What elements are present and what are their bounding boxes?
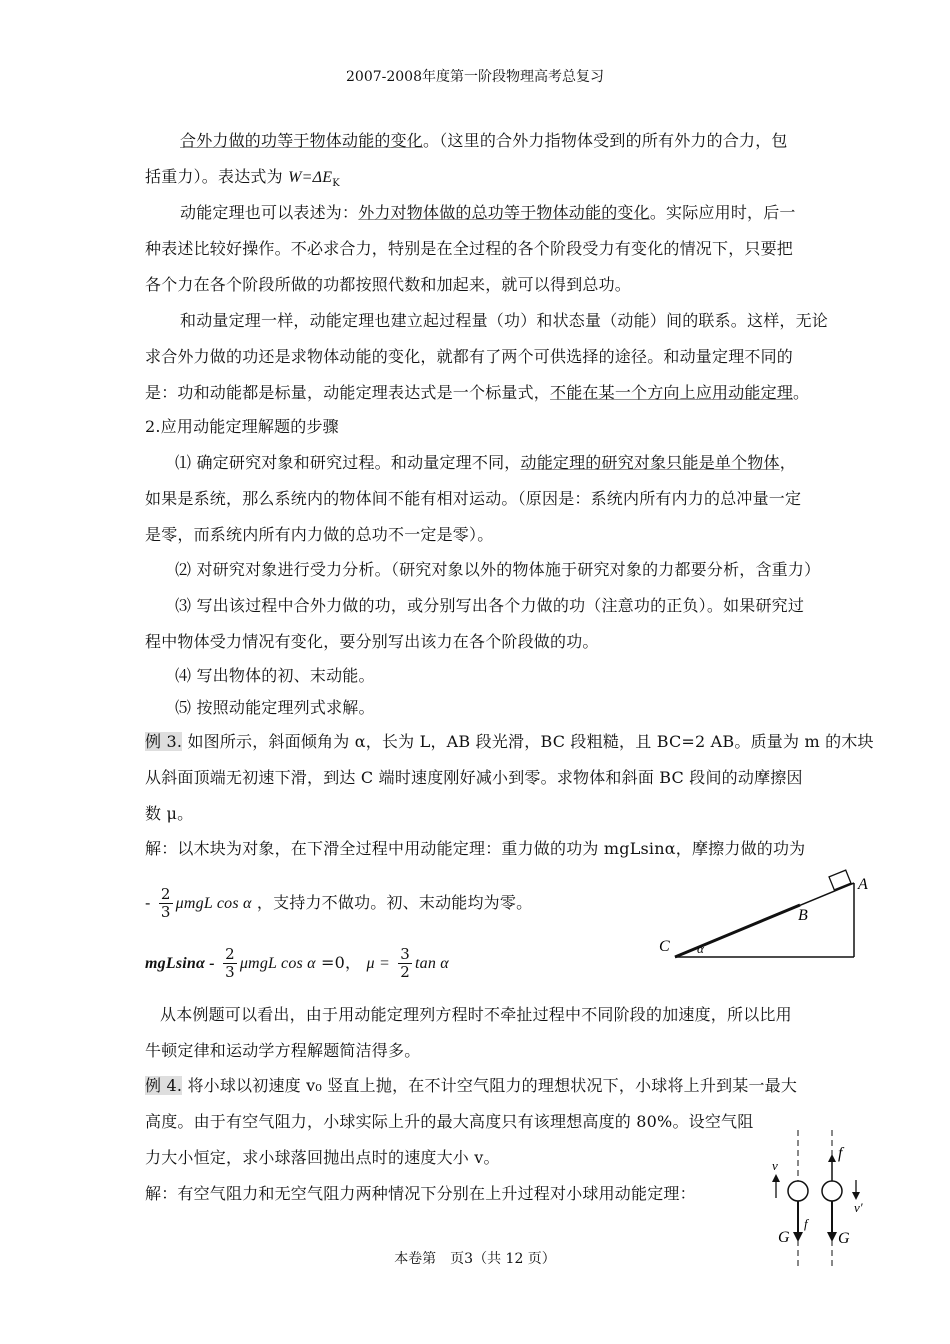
text: 。（这里的合外力指物体受到的所有外力的合力，包 [423,131,788,150]
step-1 [175,450,796,473]
math-expression: μmgL cos α [175,895,252,912]
math-expression: μ = [366,955,390,972]
paragraph-line: 和动量定理一样，动能定理也建立起过程量（功）和状态量（动能）间的联系。这样，无论 [180,311,829,330]
fraction [159,886,173,921]
formula: W=ΔE [288,169,333,186]
label-B: B [798,907,808,924]
label-alpha: α [697,941,704,956]
arrowhead [793,1232,803,1242]
fraction [223,946,237,981]
paragraph-line [145,380,809,403]
math-expression: tan α [415,955,449,972]
step-4: ⑷ 写出物体的初、末动能。 [175,666,375,685]
paragraph-line: 力大小恒定，求小球落回抛出点时的速度大小 v。 [145,1148,500,1167]
label-f-left: f [804,1216,808,1231]
minus-sign: - [145,893,151,912]
step-2: ⑵ 对研究对象进行受力分析。（研究对象以外的物体施于研究对象的力都要分析，含重力） [175,560,821,579]
equation-1 [145,886,532,921]
underlined-text: 动能定理的研究对象只能是单个物体 [520,453,780,472]
section-heading: 2.应用动能定理解题的步骤 [145,417,339,436]
paragraph-line [180,200,796,223]
paragraph-line: 种表述比较好操作。不必求合力，特别是在全过程的各个阶段受力有变化的情况下，只要把 [145,239,794,258]
text: 。实际应用时，后一 [649,203,796,222]
paragraph-line: 各个力在各个阶段所做的功都按照代数和加起来，就可以得到总功。 [145,275,632,294]
text: ， [779,453,796,472]
numerator: 3 [400,945,411,963]
text: 是：功和动能都是标量，动能定理表达式是一个标量式， [145,383,551,402]
page-footer: 本卷第 页3（共 12 页） [394,1251,556,1267]
underlined-text: 不能在某一个方向上应用动能定理 [550,383,794,402]
ball-force-diagram [760,1128,880,1268]
numerator: 2 [160,885,171,903]
paragraph-line [145,164,340,189]
ball-left [788,1181,808,1201]
label-G-right: G [838,1230,850,1247]
label-v: v [772,1158,778,1173]
underlined-text: 合外力做的功等于物体动能的变化 [180,131,424,150]
paragraph-line [180,128,788,151]
paragraph-line: 高度。由于有空气阻力，小球实际上升的最大高度只有该理想高度的 80%。设空气阻 [145,1112,754,1131]
label-v-prime: v′ [854,1200,863,1215]
block [829,870,851,890]
paragraph-line: 牛顿定律和运动学方程解题简洁得多。 [145,1041,421,1060]
step-5: ⑸ 按照动能定理列式求解。 [175,698,375,717]
example-tag: 例 3. [145,732,183,751]
paragraph-line: 程中物体受力情况有变化，要分别写出该力在各个阶段做的功。 [145,632,599,651]
incline-diagram [650,865,880,970]
ball-right [822,1181,842,1201]
numerator: 2 [225,945,235,963]
text: =0， [321,953,362,972]
text: 如图所示，斜面倾角为 α，长为 L，AB 段光滑，BC 段粗糙，且 BC=2 AB。质量为 m 的木块 [182,732,874,751]
denominator: 3 [160,903,171,921]
underlined-text: 外力对物体做的总功等于物体动能的变化 [358,203,650,222]
arrowhead [772,1174,780,1182]
example-tag: 例 4. [145,1076,183,1095]
paragraph-line: 从本例题可以看出，由于用动能定理列方程时不牵扯过程中不同阶段的加速度，所以比用 [160,1005,792,1024]
math-expression: μmgL cos α [239,955,316,972]
arrowhead [828,1154,836,1162]
text: 括重力）。表达式为 [145,167,289,186]
incline-BC-rough [675,905,800,957]
fraction [398,946,412,981]
formula-subscript: K [332,178,340,190]
text: ⑴ 确定研究对象和研究过程。和动量定理不同， [175,453,521,472]
example-3-line [145,729,874,752]
denominator: 2 [400,963,411,981]
step-3: ⑶ 写出该过程中合外力做的功，或分别写出各个力做的功（注意功的正负）。如果研究过 [175,596,805,615]
example-4-line [145,1073,797,1096]
paragraph-line: 求合外力做的功还是求物体动能的变化，就都有了两个可供选择的途径。和动量定理不同的 [145,347,794,366]
solution-line: 解：有空气阻力和无空气阻力两种情况下分别在上升过程对小球用动能定理： [145,1184,696,1203]
paragraph-line: 数 μ。 [145,804,194,823]
paragraph-line: 如果是系统，那么系统内的物体间不能有相对运动。（原因是：系统内所有内力的总冲量一定 [145,489,802,508]
paragraph-line: 是零，而系统内所有内力做的总功不一定是零）。 [145,525,494,544]
label-G-left: G [778,1229,790,1246]
arrowhead [827,1232,837,1242]
paragraph-line: 从斜面顶端无初速下滑，到达 C 端时速度刚好减小到零。求物体和斜面 BC 段间的动摩擦因 [145,768,803,787]
label-f-top: f [838,1145,843,1162]
page-header: 2007-2008年度第一阶段物理高考总复习 [346,69,604,85]
text: 。 [793,383,810,402]
text: 将小球以初速度 v₀ 竖直上抛，在不计空气阻力的理想状况下，小球将上升到某一最大 [182,1076,798,1095]
arrowhead [852,1192,860,1200]
text: ，支持力不做功。初、末动能均为零。 [256,893,533,912]
math-expression: mgLsinα - [145,955,215,972]
label-A: A [858,876,868,893]
label-C: C [659,938,670,955]
solution-line: 解：以木块为对象，在下滑全过程中用动能定理：重力做的功为 mgLsinα，摩擦力做的功为 [145,839,806,858]
denominator: 3 [225,963,235,981]
text: 动能定理也可以表述为： [180,203,359,222]
equation-2 [145,946,449,981]
